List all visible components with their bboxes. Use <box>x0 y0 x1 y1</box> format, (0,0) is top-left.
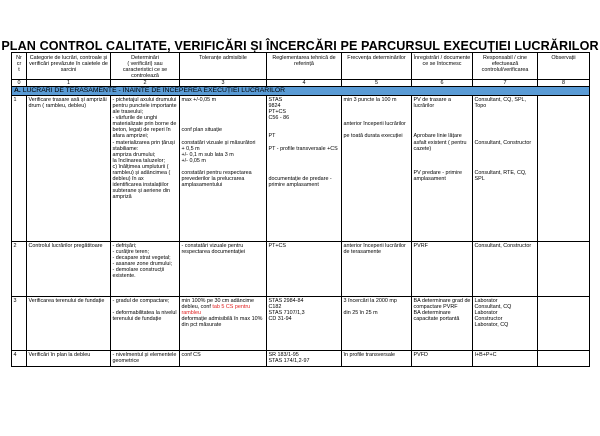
row-frequency: min 3 puncte la 100 m anterior începerii lucrărilor pe toată durata execuției <box>342 96 412 242</box>
header-determinations: Determinări ( verificări) sau caracteristici ce se controlează <box>111 53 180 80</box>
table-row <box>12 297 590 351</box>
section-letter: A. <box>14 87 21 95</box>
row-records: PV de trasare a lucrărilor Aprobare linie lățare asfalt existent ( pentru cazete) PV predare - primire amplasament <box>412 96 473 242</box>
column-number: 8 <box>538 80 590 87</box>
section-label: LUCRĂRI DE TERASAMENTE - ÎNAINTE DE ÎNCEPEREA EXECUȚIEI LUCRĂRILOR <box>22 87 286 95</box>
table-row <box>12 242 590 297</box>
row-nr: 2 <box>12 242 27 297</box>
column-number: 7 <box>473 80 538 87</box>
row-category: Verificarea terenului de fundație <box>27 297 111 351</box>
header-nr: Nr cr t <box>12 53 27 80</box>
row-observations <box>538 297 590 351</box>
column-number: 3 <box>180 80 267 87</box>
row-responsible: I+B+P+C <box>473 351 538 367</box>
row-tolerance: conf CS <box>180 351 267 367</box>
row-records: PVFD <box>412 351 473 367</box>
header-row <box>12 53 590 80</box>
row-category: Verificare trasare axă și amprizăi drum ( rambleu, debleu) <box>27 96 111 242</box>
column-number: 1 <box>27 80 111 87</box>
header-regulation: Reglementarea tehnică de referință <box>267 53 342 80</box>
row-tolerance: - constatări vizuale pentru respectarea documentației <box>180 242 267 297</box>
column-number: 5 <box>342 80 412 87</box>
header-tolerance: Toleranțe admisibile <box>180 53 267 80</box>
column-number: 6 <box>412 80 473 87</box>
header-records: Înregistrări / documente ce se întocmesc <box>412 53 473 80</box>
row-frequency: în profile transversale <box>342 351 412 367</box>
header-responsible: Responsabil / cine efectuează controlul/verificarea <box>473 53 538 80</box>
row-regulation: PT+CS <box>267 242 342 297</box>
table-row <box>12 96 590 242</box>
row-responsible: Laborator Consultant, CQ Laborator Constructor Laborator, CQ <box>473 297 538 351</box>
row-responsible: Consultant, Constructor <box>473 242 538 297</box>
row-records: PVRF <box>412 242 473 297</box>
row-determinations: - pichetajul axului drumului pentru punctele importante ale traseului; - vârfurile de unghi materializate prin borne de beton, legați de reperi în afara amprizei; - materializarea prin țăruși stabiliame: ampriza drumului; la înclinarea taluzelor; c) înălțimea umpluturii ( rambleu) și adâncimea ( debleu) în ax identificarea instalațiilor subterane și aeriene din ampriză <box>111 96 180 242</box>
page-title: PLAN CONTROL CALITATE, VERIFICĂRI ȘI ÎNCERCĂRI PE PARCURSUL EXECUȚIEI LUCRĂRILOR <box>1 39 599 53</box>
row-nr: 4 <box>12 351 27 367</box>
row-regulation: SR 183/1-95 STAS 174/1,2-97 <box>267 351 342 367</box>
row-tolerance <box>180 297 267 351</box>
row-regulation: STAS 9824 PT+CS C56 - 86 PT PT - profile transversale +CS documentație de predare - primire amplasament <box>267 96 342 242</box>
row-category: Verificări în plan la debleu <box>27 351 111 367</box>
row-observations <box>538 351 590 367</box>
row-determinations: - nivelmentul și elementele geometrice <box>111 351 180 367</box>
row-determinations: - defrișări; - curățire teren; - decapare strat vegetal; - asanare zone drumului; - demolare construcții existente. <box>111 242 180 297</box>
row-tolerance: max +/-0,05 m conf plan situație constatări vizuale și măsurători + 0,5 m +/- 0,1 m sub lata 3 m +/- 0,05 m constatări pentru respectarea prevederilor la prelucrarea amplasamentului <box>180 96 267 242</box>
column-number: 0 <box>12 80 27 87</box>
row-responsible: Consultant, CQ, SPL, Topo Consultant, Constructor Consultant, RTE, CQ, SPL <box>473 96 538 242</box>
tolerance-text: min 100% pe 30 cm adâncime debleu, conf <box>181 297 255 310</box>
row-frequency: anterior începerii lucrărilor de terasamente <box>342 242 412 297</box>
quality-control-table <box>11 52 590 367</box>
section-header <box>12 87 590 96</box>
header-frequency: Frecvența determinărilor <box>342 53 412 80</box>
row-determinations: - gradul de compactare; - deformabilitatea la nivelul terenului de fundație <box>111 297 180 351</box>
column-number-row <box>12 80 590 87</box>
row-regulation: STAS 2984-84 C182 STAS 7107/1,3 CD 31-94 <box>267 297 342 351</box>
column-number: 2 <box>111 80 180 87</box>
row-observations <box>538 242 590 297</box>
table-row <box>12 351 590 367</box>
row-nr: 3 <box>12 297 27 351</box>
row-category: Controlul lucrărilor pregătitoare <box>27 242 111 297</box>
tolerance-text-cont: deformație admisibilă în max 10% din pct măsurate <box>181 316 263 329</box>
header-category: Categorie de lucrări, controale și verificări prevăzute în caietele de sarcini <box>27 53 111 80</box>
row-nr: 1 <box>12 96 27 242</box>
tolerance-red-note: tab 5 CS pentru rambleu <box>181 303 251 317</box>
section-header-row <box>12 87 590 96</box>
header-observations: Observații <box>538 53 590 80</box>
row-records: BA determinare grad de compactare PVRF BA determinare capacitate portantă <box>412 297 473 351</box>
row-observations <box>538 96 590 242</box>
column-number: 4 <box>267 80 342 87</box>
row-frequency: 3 încercări la 2000 mp din 25 în 25 m <box>342 297 412 351</box>
